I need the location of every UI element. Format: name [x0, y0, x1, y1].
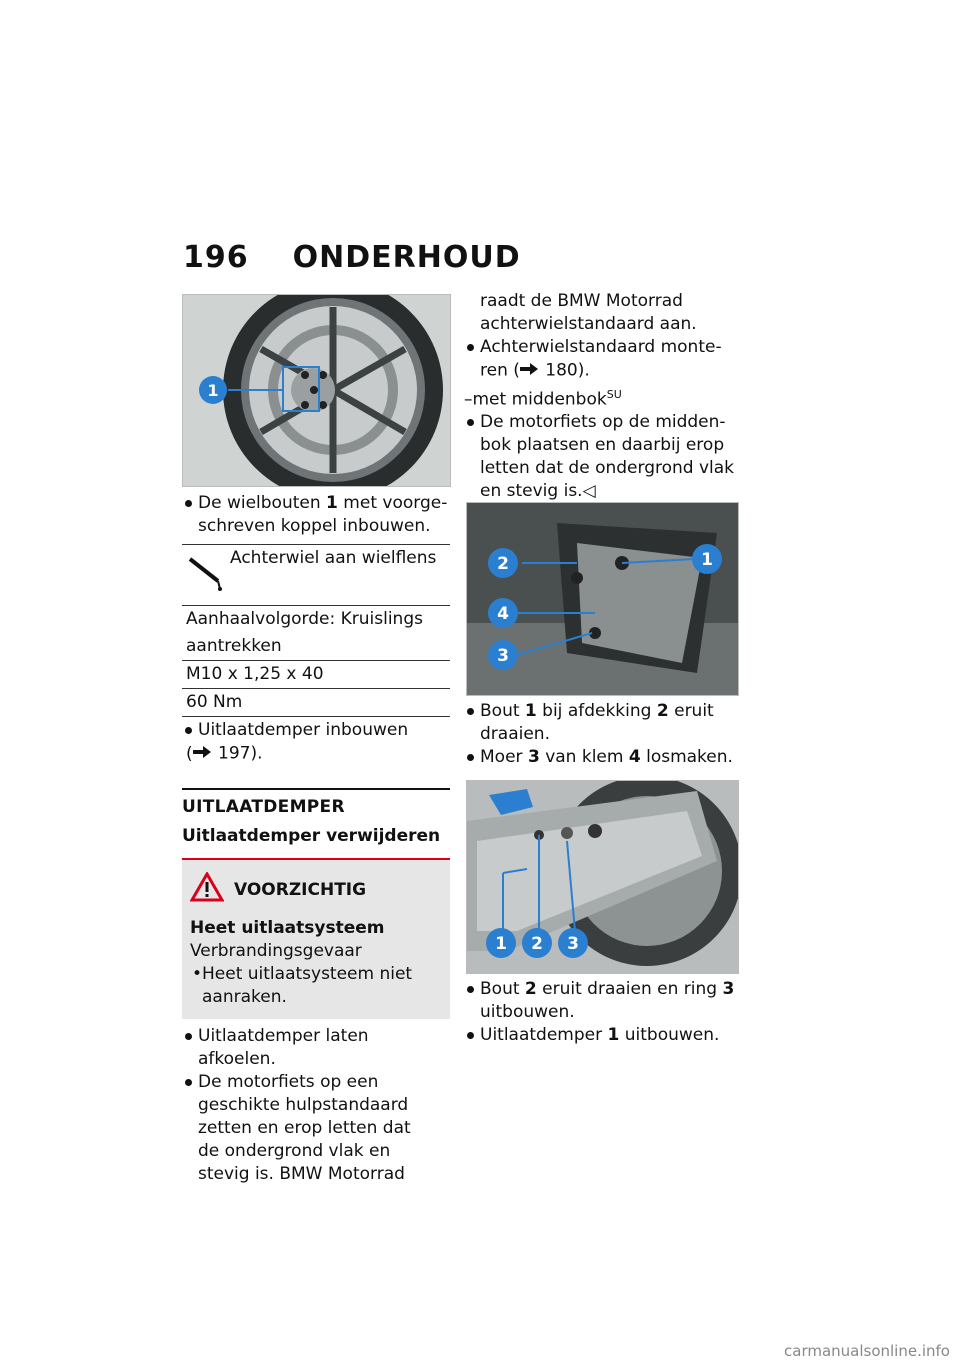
callout-4: 4 [497, 604, 509, 624]
callout-1: 1 [207, 381, 219, 400]
step-remove-muffler: Uitlaatdemper 1 uitbouwen. [464, 1024, 736, 1047]
step-remove-bolt-ring: Bout 2 eruit draaien en ring 3 uitbouwen. [464, 978, 736, 1024]
heading-remove-muffler: Uitlaatdemper verwijderen [182, 825, 441, 846]
step-cool-down: Uitlaatdemper laten afkoelen. [182, 1025, 450, 1071]
wheel-image [182, 294, 451, 487]
spec-row: 60 Nm [182, 689, 450, 717]
torque-spec-table [182, 544, 450, 717]
warning-desc: Verbrandingsgevaar [190, 940, 362, 961]
right-column-middle [464, 700, 736, 769]
page-number: 196 [183, 240, 249, 275]
step-remove-cover-bolt: Bout 1 bij afdekking 2 eruit draaien. [464, 700, 736, 746]
warning-subtitle: Heet uitlaatsysteem [190, 917, 385, 938]
step-center-stand: De motorfiets op de midden- bok plaatsen en daarbij erop letten dat de ondergrond vlak en stevig is.◁ [464, 411, 736, 503]
step-mount-stand: Achterwielstandaard monte- ren ( 180). [464, 336, 736, 383]
section-title: ONDERHOUD [292, 240, 521, 275]
warning-title: VOORZICHTIG [234, 879, 367, 900]
page-ref-icon [520, 359, 540, 382]
left-column [182, 492, 450, 1186]
right-column-bottom [464, 978, 736, 1047]
end-marker-icon: ◁ [582, 481, 596, 502]
cover-image [466, 502, 739, 696]
spec-row: M10 x 1,25 x 40 [182, 661, 450, 689]
section-divider [182, 788, 450, 790]
page-ref-icon [193, 742, 213, 765]
step-support-stand: De motorfiets op een geschikte hulpstandaard zetten en erop letten dat de ondergrond vlak en stevig is. BMW Motorrad [182, 1071, 450, 1186]
page-header [183, 240, 521, 275]
callout-3: 3 [497, 646, 509, 666]
heading-muffler: UITLAATDEMPER [182, 796, 345, 817]
callout-3: 3 [567, 934, 579, 954]
watermark: carmanualsonline.info [784, 1342, 950, 1360]
callout-1: 1 [495, 934, 507, 954]
right-column-top [464, 290, 736, 503]
callout-2: 2 [531, 934, 543, 954]
warning-triangle-icon [190, 872, 224, 909]
spec-title-row [182, 545, 450, 606]
torque-wrench-icon [186, 547, 230, 603]
wheel-illustration [183, 295, 450, 486]
spec-row: aantrekken [182, 633, 450, 661]
warning-bullet: • Heet uitlaatsysteem niet aanraken. [192, 963, 413, 1007]
cover-illustration [467, 503, 738, 695]
warning-box [182, 860, 450, 1019]
step-loosen-nut: Moer 3 van klem 4 losmaken. [464, 746, 736, 769]
step-wheel-bolts: De wielbouten 1 met voorge- schreven koppel inbouwen. [182, 492, 450, 538]
muffler-illustration [467, 781, 738, 973]
spec-title: Achterwiel aan wielflens [230, 548, 437, 568]
step-install-muffler: Uitlaatdemper inbouwen ( 197). [182, 719, 450, 766]
spec-row: Aanhaalvolgorde: Kruislings [186, 609, 423, 629]
step-continued: raadt de BMW Motorrad achterwielstandaard aan. [480, 291, 697, 334]
callout-1: 1 [701, 550, 713, 570]
muffler-image [466, 780, 739, 974]
option-center-stand: –met middenbok$^{SU}$ [464, 387, 622, 410]
callout-2: 2 [497, 554, 509, 574]
